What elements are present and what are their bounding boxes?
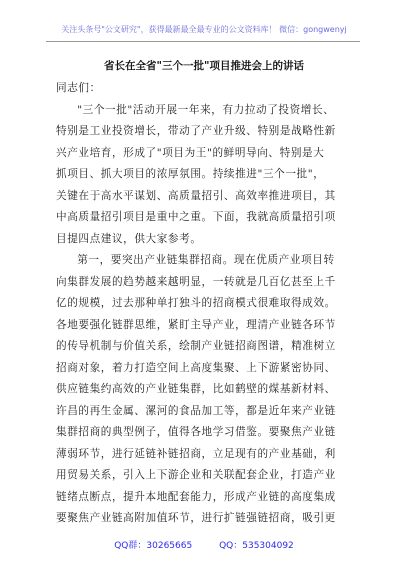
header-divider [46, 41, 360, 42]
text-line: 招商对象，着力打造空间上高度集聚、上下游紧密协同、 [56, 361, 336, 374]
text-line: 第一，要突出产业链集群招商。现在优质产业项目转 [77, 254, 335, 266]
text-line: 用贸易关系，引入上下游企业和关联配套企业，打造产业 [56, 469, 336, 481]
text-line: 许昌的再生金属、漯河的食品加工等，都是近年来产业链 [56, 404, 336, 417]
text-line: 特别是工业投资增长，带动了产业升级、特别是战略性新 [56, 125, 336, 137]
document-body [56, 78, 356, 530]
text-line: 的传导机制与价值关系，绘制产业链招商图谱，精准树立 [56, 340, 336, 352]
text-line: 中高质量招引项目是重中之重。下面，我就高质量招引项 [56, 211, 336, 223]
page-header-banner: 关注头条号"公文研究"，获得最新最全最专业的公文资料库！ 微信：gongwenyj [61, 25, 347, 34]
greeting: 同志们： [56, 82, 101, 94]
text-line: 供应链集约高效的产业链集群，比如鹤壁的煤基新材料、 [56, 383, 336, 395]
text-line: 关键在于高水平谋划、高质量招引、高效率推进项目，其 [56, 189, 336, 202]
text-line: 向集群发展的趋势越来越明显，一转就是几百亿甚至上千 [56, 275, 336, 288]
text-line: 链绪点断点，提升本地配套能力，形成产业链的高度集成 [56, 490, 336, 503]
text-line: 薄弱环节，进行延链补链招商，立足现有的产业基础，利 [56, 447, 336, 460]
text-line: 要聚焦产业链高附加值环节，进行扩链强链招商，吸引更 [56, 512, 336, 524]
footer-qq: QQ：535304092 [219, 541, 294, 551]
page-footer [0, 538, 408, 551]
body-text [56, 100, 356, 530]
footer-qq-group: QQ群：30265665 [114, 541, 193, 551]
text-line: 目提四点建议，供大家参考。 [56, 232, 202, 245]
text-line: 集群招商的典型例子，值得各地学习借鉴。要聚焦产业链 [56, 426, 336, 438]
text-line: 亿的规模，过去那种单打独斗的招商模式很难取得成效。 [56, 297, 336, 309]
text-line: 抓项目、抓大项目的浓厚氛围。持续推进"三个一批"， [56, 168, 325, 180]
document-title: 省长在全省"三个一批"项目推进会上的讲话 [104, 60, 304, 72]
text-line: "三个一批"活动开展一年来，有力拉动了投资增长、 [77, 103, 335, 116]
text-line: 兴产业培育，形成了"项目为王"的鲜明导向、特别是大 [56, 146, 325, 159]
text-line: 各地要强化链群思维，紧盯主导产业，理清产业链各环节 [56, 318, 336, 331]
